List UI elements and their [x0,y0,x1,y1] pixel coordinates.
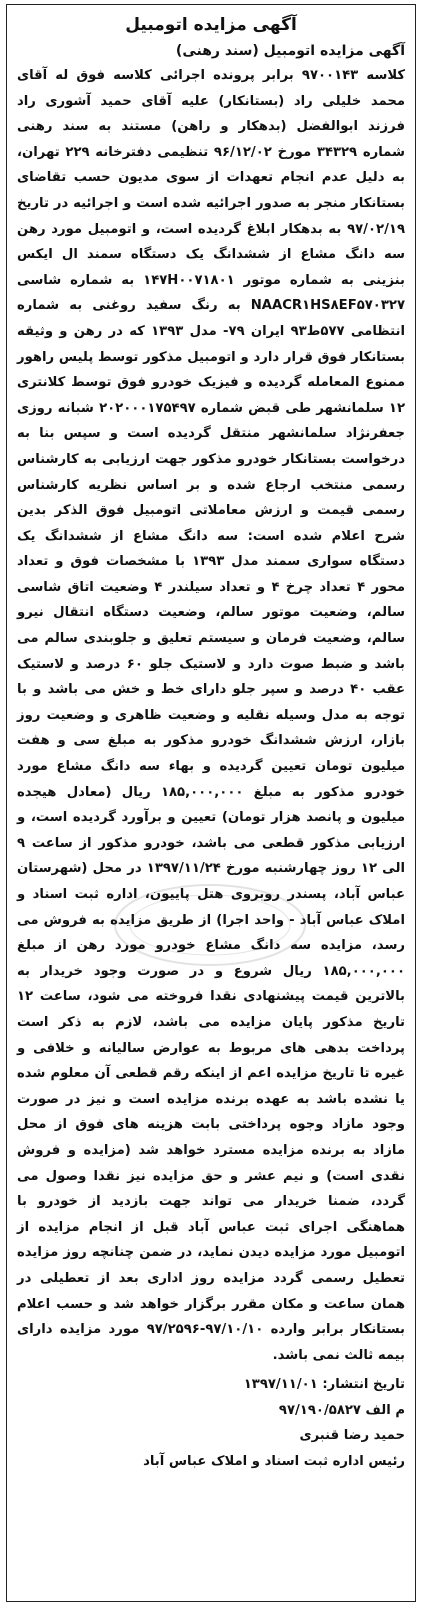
publish-date: تاریخ انتشار: ۱۳۹۷/۱۱/۰۱ [243,1377,405,1393]
reference-number: م الف ۹۷/۱۹۰/۵۸۲۷ [278,1402,405,1418]
signer-name: حمید رضا قنبری [299,1428,405,1444]
notice-body: کلاسه ۹۷۰۰۱۴۳ برابر پرونده اجرائی کلاسه فوق له آقای محمد خلیلی راد (بستانکار) علیه آقای حمید آشوری راد فرزند ابوالفضل (بدهکار و راهن) مستند به سند رهنی شماره ۳۴۳۲۹ مورخ ۹۶/۱۲/۰۲ تنظیمی دفترخانه ۲۲۹ تهران، به دلیل عدم انجام تعهدات از سوی مدیون حسب تقاضای بستانکار منجر به صدور اجرائیه شده است و اجرائیه در تاریخ ۹۷/۰۲/۱۹ به بدهکار ابلاغ گردیده است، و اتومبیل مورد رهن سه دانگ مشاع از ششدانگ یک دستگاه سمند ال ایکس بنزینی به شماره موتور ۱۴۷H۰۰۷۱۸۰۱ به شماره شاسی NAACR۱HS۸EF۵۷۰۳۲۷ به رنگ سفید روغنی به شماره انتظامی ۵۷۷ط۹۳ ایران ۷۹- مدل ۱۳۹۳ که در رهن و وثیقه بستانکار فوق قرار دارد و اتومبیل مذکور توسط پلیس راهور ممنوع المعامله گردیده و فیزیک خودرو فوق توسط کلانتری ۱۲ سلمانشهر طی قبض شماره ۲۰۲۰۰۰۱۷۵۴۹۷ شبانه روزی جعفرنژاد سلمانشهر منتقل گردیده است و سپس بنا به درخواست بستانکار خودرو مذکور جهت ارزیابی به کارشناس رسمی منتخب ارجاع شده و بر اساس نظریه کارشناس رسمی قیمت و ارزش معاملاتی اتومبیل فوق الذکر بدین شرح اعلام شده است: سه دانگ مشاع از ششدانگ یک دستگاه سواری سمند مدل ۱۳۹۳ با مشخصات فوق و تعداد محور ۴ تعداد چرخ ۴ و تعداد سیلندر ۴ وضعیت اتاق شاسی سالم، وضعیت موتور سالم، وضعیت دستگاه انتقال نیرو سالم، وضعیت فرمان و سیستم تعلیق و جلوبندی سالم می باشد و ضبط صوت دارد و لاستیک جلو ۶۰ درصد و لاستیک عقب ۴۰ درصد و سپر جلو دارای خط و خش می باشد و با توجه به مدل وسیله نقلیه و وضعیت ظاهری و وضعیت روز بازار، ارزش ششدانگ خودرو مذکور به مبلغ سی و هفت میلیون تومان تعیین گردیده و بهاء سه دانگ مشاع مورد خودرو مذکور به مبلغ ۱۸۵,۰۰۰,۰۰۰ ریال (معادل هیجده میلیون و پانصد هزار تومان) تعیین و برآورد گردیده است، و ارزیابی مذکور قطعی می باشد، خودرو مذکور از ساعت ۹ الی ۱۲ روز چهارشنبه مورخ ۱۳۹۷/۱۱/۲۴ در محل (شهرستان عباس آباد، پسندر روبروی هتل پاییون، اداره ثبت اسناد و املاک عباس آباد - واحد اجرا) از طریق مزایده به فروش می رسد، مزایده سه دانگ مشاع خودرو مورد رهن از مبلغ ۱۸۵,۰۰۰,۰۰۰ ریال شروع و در صورت وجود خریدار به بالاترین قیمت پیشنهادی نقدا فروخته می شود، ساعت ۱۲ تاریخ مذکور پایان مزایده می باشد، لازم به ذکر است پرداخت بدهی های مربوط به عوارض سالیانه و خلافی و غیره تا تاریخ مزایده اعم از اینکه رقم قطعی آن معلوم شده یا نشده باشد به عهده برنده مزایده است و نیز در صورت وجود مازاد وجوه پرداختی بابت هزینه های فوق از محل مازاد به برنده مزایده مسترد خواهد شد (مزایده و فروش نقدی است) و نیم عشر و حق مزایده نیز نقدا وصول می گردد، ضمنا خریدار می تواند جهت بازدید از خودرو با هماهنگی اجرای ثبت عباس آباد قبل از انجام مزایده از اتومبیل مورد مزایده دیدن نماید، در ضمن چنانچه روز مزایده تعطیل رسمی گردد مزایده روز اداری بعد از تعطیلی در همان ساعت و مکان مقرر برگزار خواهد شد و حسب اعلام بستانکار برابر وارده ۹۷/۱۰/۱۰-۹۷/۲۵۹۶ مورد مزایده دارای بیمه ثالث نمی باشد. [17,68,406,1363]
signer-title: رئیس اداره ثبت اسناد و املاک عباس آباد [143,1454,405,1470]
auction-notice [6,4,416,1602]
notice-subtitle: آگهی مزایده اتومبیل (سند رهنی) [175,43,405,59]
notice-footer [17,1372,405,1474]
notice-title: آگهی مزایده اتومبیل [125,15,297,35]
